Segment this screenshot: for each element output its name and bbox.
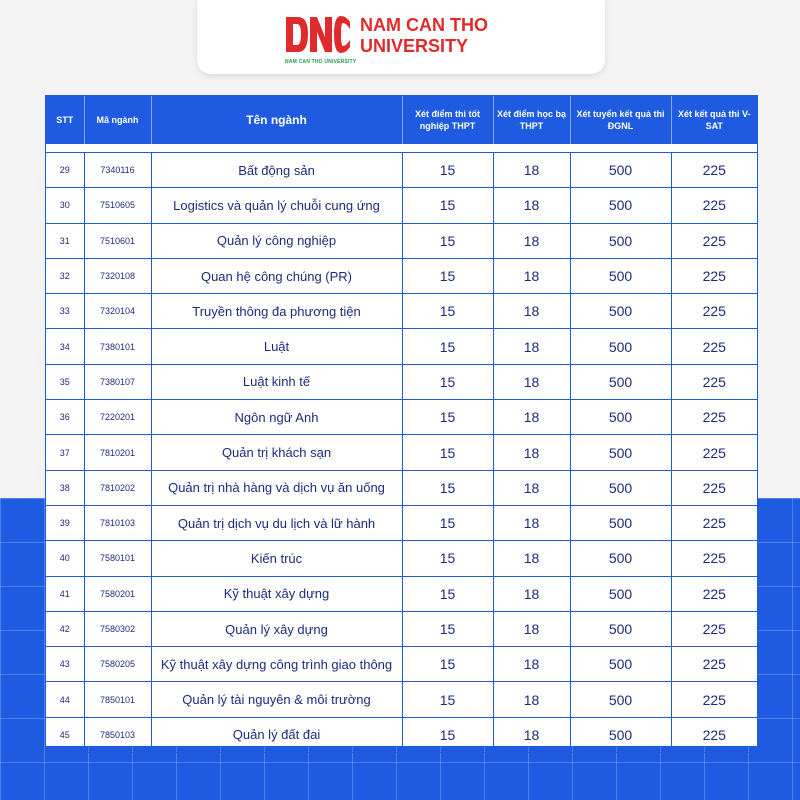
cell-thpt: 15: [402, 717, 493, 752]
col-header-dgnl: Xét tuyển kết quả thi ĐGNL: [570, 96, 671, 144]
cell-vsat: 225: [671, 611, 757, 646]
cell-dgnl: 500: [570, 647, 671, 682]
cell-name: Kỹ thuật xây dựng: [151, 576, 402, 611]
cell-name: Kỹ thuật xây dựng công trình giao thông: [151, 647, 402, 682]
cell-dgnl: 500: [570, 329, 671, 364]
cell-hocba: 18: [493, 576, 570, 611]
cell-vsat: 225: [671, 682, 757, 717]
cell-name: Logistics và quản lý chuỗi cung ứng: [151, 188, 402, 223]
cell-stt: 34: [46, 329, 84, 364]
cell-hocba: 18: [493, 400, 570, 435]
cell-hocba: 18: [493, 682, 570, 717]
cell-hocba: 18: [493, 364, 570, 399]
cell-dgnl: 500: [570, 400, 671, 435]
cell-dgnl: 500: [570, 153, 671, 188]
cell-thpt: 15: [402, 470, 493, 505]
table-row: [46, 364, 757, 399]
cell-name: Kiến trúc: [151, 541, 402, 576]
table-row: [46, 400, 757, 435]
cell-stt: 40: [46, 541, 84, 576]
cell-name: Quản trị dịch vụ du lịch và lữ hành: [151, 505, 402, 540]
cell-vsat: 225: [671, 470, 757, 505]
cell-hocba: 18: [493, 470, 570, 505]
cell-stt: 31: [46, 223, 84, 258]
cell-vsat: 225: [671, 717, 757, 752]
table-row: [46, 470, 757, 505]
cell-code: 7580101: [84, 541, 151, 576]
col-header-hocba: Xét điểm học bạ THPT: [493, 96, 570, 144]
cell-stt: 37: [46, 435, 84, 470]
cell-dgnl: 500: [570, 188, 671, 223]
admission-table-container: [45, 95, 758, 747]
cell-hocba: 18: [493, 294, 570, 329]
cell-code: 7510605: [84, 188, 151, 223]
col-header-vsat: Xét kết quả thi V-SAT: [671, 96, 757, 144]
col-header-code: Mã ngành: [84, 96, 151, 144]
cell-name: Ngôn ngữ Anh: [151, 400, 402, 435]
cell-code: 7580201: [84, 576, 151, 611]
university-name-line1: NAM CAN THO: [360, 15, 488, 35]
cell-dgnl: 500: [570, 541, 671, 576]
cell-hocba: 18: [493, 435, 570, 470]
cell-name: Quản lý công nghiệp: [151, 223, 402, 258]
table-row: [46, 223, 757, 258]
cell-vsat: 225: [671, 188, 757, 223]
cell-code: 7510601: [84, 223, 151, 258]
table-row: [46, 153, 757, 188]
university-name-line2: UNIVERSITY: [360, 36, 469, 56]
cell-stt: 38: [46, 470, 84, 505]
cell-hocba: 18: [493, 611, 570, 646]
col-header-name: Tên ngành: [151, 96, 402, 144]
cell-dgnl: 500: [570, 717, 671, 752]
cell-stt: 29: [46, 153, 84, 188]
cell-stt: 39: [46, 505, 84, 540]
cell-vsat: 225: [671, 576, 757, 611]
cell-thpt: 15: [402, 329, 493, 364]
table-row: [46, 258, 757, 293]
cell-vsat: 225: [671, 400, 757, 435]
cell-dgnl: 500: [570, 470, 671, 505]
cell-thpt: 15: [402, 611, 493, 646]
cell-thpt: 15: [402, 294, 493, 329]
cell-stt: 30: [46, 188, 84, 223]
table-row: [46, 576, 757, 611]
cell-thpt: 15: [402, 400, 493, 435]
cell-stt: 43: [46, 647, 84, 682]
cell-dgnl: 500: [570, 576, 671, 611]
cell-code: 7850103: [84, 717, 151, 752]
cell-stt: 32: [46, 258, 84, 293]
cell-vsat: 225: [671, 258, 757, 293]
cell-vsat: 225: [671, 541, 757, 576]
cell-hocba: 18: [493, 153, 570, 188]
cell-vsat: 225: [671, 329, 757, 364]
cell-vsat: 225: [671, 505, 757, 540]
cell-vsat: 225: [671, 647, 757, 682]
logo-subtitle: NAM CAN THO UNIVERSITY: [285, 59, 357, 65]
cell-name: Bất động sản: [151, 153, 402, 188]
cell-thpt: 15: [402, 505, 493, 540]
cell-code: 7340116: [84, 153, 151, 188]
cell-stt: 36: [46, 400, 84, 435]
cell-hocba: 18: [493, 188, 570, 223]
cell-name: Luật kinh tế: [151, 364, 402, 399]
cell-hocba: 18: [493, 258, 570, 293]
cell-dgnl: 500: [570, 682, 671, 717]
cell-code: 7810202: [84, 470, 151, 505]
cell-stt: 45: [46, 717, 84, 752]
cell-hocba: 18: [493, 717, 570, 752]
table-row: [46, 682, 757, 717]
cell-thpt: 15: [402, 153, 493, 188]
cell-stt: 33: [46, 294, 84, 329]
cell-name: Truyền thông đa phương tiện: [151, 294, 402, 329]
dnc-logo-icon: [285, 12, 351, 56]
cell-thpt: 15: [402, 188, 493, 223]
cell-name: Quan hệ công chúng (PR): [151, 258, 402, 293]
cell-dgnl: 500: [570, 364, 671, 399]
cell-name: Quản lý tài nguyên & môi trường: [151, 682, 402, 717]
cell-dgnl: 500: [570, 611, 671, 646]
cell-vsat: 225: [671, 294, 757, 329]
cell-vsat: 225: [671, 364, 757, 399]
table-row: [46, 188, 757, 223]
cell-stt: 42: [46, 611, 84, 646]
cell-code: 7320108: [84, 258, 151, 293]
cell-thpt: 15: [402, 435, 493, 470]
table-row: [46, 435, 757, 470]
col-header-thpt: Xét điểm thi tốt nghiệp THPT: [402, 96, 493, 144]
cell-dgnl: 500: [570, 223, 671, 258]
cell-hocba: 18: [493, 329, 570, 364]
cell-code: 7320104: [84, 294, 151, 329]
cell-vsat: 225: [671, 223, 757, 258]
table-row: [46, 611, 757, 646]
cell-dgnl: 500: [570, 294, 671, 329]
cell-thpt: 15: [402, 364, 493, 399]
cell-code: 7580302: [84, 611, 151, 646]
table-row: [46, 717, 757, 752]
cell-code: 7850101: [84, 682, 151, 717]
table-row: [46, 329, 757, 364]
cell-thpt: 15: [402, 576, 493, 611]
cell-stt: 44: [46, 682, 84, 717]
cell-stt: 35: [46, 364, 84, 399]
header-spacer: [46, 144, 757, 153]
cell-dgnl: 500: [570, 258, 671, 293]
admission-table: [46, 96, 757, 753]
cell-thpt: 15: [402, 682, 493, 717]
cell-dgnl: 500: [570, 505, 671, 540]
cell-name: Quản trị khách sạn: [151, 435, 402, 470]
col-header-stt: STT: [46, 96, 84, 144]
university-name: [360, 15, 550, 57]
cell-name: Quản lý xây dựng: [151, 611, 402, 646]
cell-hocba: 18: [493, 505, 570, 540]
header-card: [197, 0, 605, 74]
table-row: [46, 505, 757, 540]
cell-stt: 41: [46, 576, 84, 611]
cell-hocba: 18: [493, 223, 570, 258]
cell-vsat: 225: [671, 153, 757, 188]
cell-name: Quản lý đất đai: [151, 717, 402, 752]
cell-code: 7220201: [84, 400, 151, 435]
cell-thpt: 15: [402, 647, 493, 682]
table-row: [46, 647, 757, 682]
cell-hocba: 18: [493, 541, 570, 576]
cell-code: 7380107: [84, 364, 151, 399]
cell-code: 7380101: [84, 329, 151, 364]
cell-thpt: 15: [402, 258, 493, 293]
cell-name: Luật: [151, 329, 402, 364]
cell-thpt: 15: [402, 541, 493, 576]
cell-code: 7580205: [84, 647, 151, 682]
cell-code: 7810201: [84, 435, 151, 470]
cell-code: 7810103: [84, 505, 151, 540]
table-row: [46, 294, 757, 329]
table-row: [46, 541, 757, 576]
cell-hocba: 18: [493, 647, 570, 682]
cell-name: Quản trị nhà hàng và dịch vụ ăn uống: [151, 470, 402, 505]
cell-dgnl: 500: [570, 435, 671, 470]
table-header-row: [46, 96, 757, 144]
cell-vsat: 225: [671, 435, 757, 470]
cell-thpt: 15: [402, 223, 493, 258]
